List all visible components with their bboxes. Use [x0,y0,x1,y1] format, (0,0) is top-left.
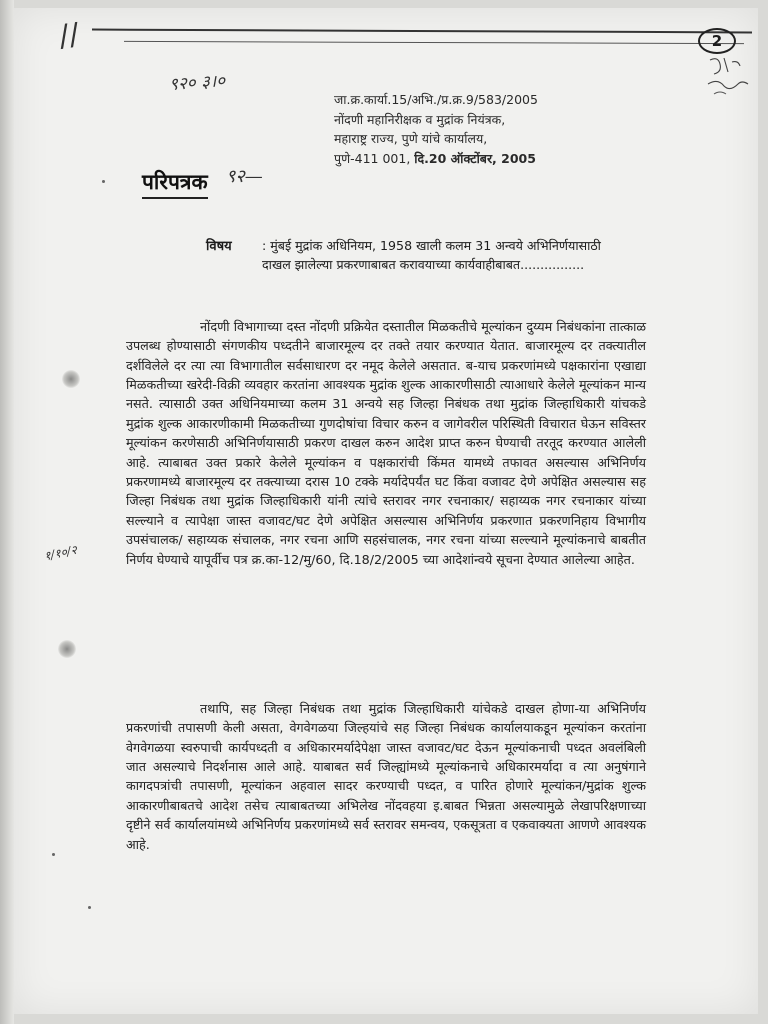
handwritten-heading-annotation: ९२— [226,166,263,187]
ref-city: पुणे-411 001, [334,150,411,166]
subject-text: : मुंबई मुद्रांक अधिनियम, 1958 खाली कलम 31 अन्वये अभिनिर्णयासाठी दाखल झालेल्या प्रकरणाबाबत करावयाच्या कार्यवाहीबाबत................ [262,238,601,272]
ref-line-office: नोंदणी महानिरीक्षक व मुद्रांक नियंत्रक, [334,111,506,127]
scan-speck [52,853,55,856]
ref-line-state: महाराष्ट्र राज्य, पुणे यांचे कार्यालय, [334,131,488,146]
top-rule-line-secondary [124,41,744,44]
document-title: परिपत्रक [142,168,208,199]
scan-speck [88,906,91,909]
ref-line-number: जा.क्र.कार्या.15/अभि./प्र.क्र.9/583/2005 [334,92,538,107]
ref-line-date [334,149,634,169]
scan-left-edge [0,0,14,1024]
scan-speck [102,180,105,183]
handwritten-file-number: ९२० ३।० [168,71,226,95]
body-paragraph-1: नोंदणी विभागाच्या दस्त नोंदणी प्रक्रियेत दस्तातील मिळकतीचे मूल्यांकन दुय्यम निबंधकांना तात्काळ उपलब्ध होण्यासाठी संगणकीय पध्दतीने बाजारमूल्य दर तक्ते तयार करण्यात येतात. बाजारमूल्य दर तक्त्यातील दर्शविलेले दर त्या त्या विभागातील सर्वसाधारण दर नमूद केलेले असतात. ब-याच प्रकरणांमध्ये पक्षकारांना एखाद्या मिळकतीच्या खरेदी-विक्री व्यवहार करतांना आवश्यक मुद्रांक शुल्क आकारणीसाठी त्याआधारे केलेले मूल्यांकन मान्य नसते. त्यासाठी उक्त अधिनियमाच्या कलम 31 अन्वये सह जिल्हा निबंधक तथा मुद्रांक जिल्हाधिकारी यांचकडे मुद्रांक शुल्क आकारणीकामी मिळकतीच्या गुणदोषांचा विचार करुन व जागेवरील परिस्थिती विचारात घेऊन सविस्तर मूल्यांकन करणेसाठी अभिनिर्णयासाठी प्रकरण दाखल करुन आदेश प्राप्त करुन घेण्याची तरतूद करण्यात आलेली आहे. त्याबाबत उक्त प्रकारे केलेले मूल्यांकन व पक्षकारांची किंमत यामध्ये तफावत असल्यास अभिनिर्णय प्रकरणामध्ये बाजारमूल्य दर तक्त्याच्या दरास 10 टक्के मर्यादेपर्यंत घट किंवा वजावट देणे अपेक्षित असल्यास सह जिल्हा निबंधक तथा मुद्रांक जिल्हाधिकारी यांनी त्यांचे स्तरावर नगर रचनाकार/ सहाय्यक नगर रचनाकार यांच्या सल्ल्याने व त्यापेक्षा जास्त वजावट/घट देणे अपेक्षित असल्यास अभिनिर्णय प्रकरणात प्रकरणनिहाय विभागीय उपसंचालक/ सहाय्यक संचालक, नगर रचना आणि सहसंचालक, नगर रचना यांच्या सल्ल्याने मूल्यांकनाचे बाबतीत निर्णय घेण्याचे यापूर्वीच पत्र क्र.का-12/मु/60, दि.18/2/2005 च्या आदेशांन्वये सूचना देण्यात आलेल्या आहेत. [126,318,646,567]
reference-address-block [334,90,634,168]
document-page [14,8,758,1014]
handwritten-initials-signature [704,54,754,102]
punch-hole-mark [62,370,80,388]
page-number-circle: 2 [698,28,736,54]
ref-date: दि.20 ऑक्टोंबर, 2005 [414,150,536,166]
punch-hole-mark [58,640,76,658]
handwritten-margin-note: १/१०/२ [43,542,79,564]
top-rule-line [92,29,752,34]
subject-label: विषय [206,239,232,254]
body-paragraph-2: तथापि, सह जिल्हा निबंधक तथा मुद्रांक जिल्हाधिकारी यांचेकडे दाखल होणा-या अभिनिर्णय प्रकरणांची तपासणी केली असता, वेगवेगळया जिल्हयांचे सह जिल्हा निबंधक कार्यालयाकडून मूल्यांकन करतांना वेगवेगळया स्वरुपाची कार्यपध्दती व अधिकारमर्यादेपेक्षा जास्त वजावट/घट देऊन मूल्यांकनाची पध्दत अवलंबिली जात असल्याचे निदर्शनास आले आहे. याबाबत सर्व जिल्ह्यांमध्ये मूल्यांकनाचे अधिकारमर्यादा व त्या अनुषंगाने कागदपत्रांची तपासणी, मूल्यांकन अहवाल सादर करण्याची पध्दत, व पारित होणारे मूल्यांकन/मुद्रांक शुल्क आकारणीबाबतचे आदेश तसेच त्याबाबतच्या अभिलेख नोंदवहया इ.बाबत भिन्नता असल्यामुळे लेखापरिक्षणाच्या दृष्टीने सर्व कार्यालयांमध्ये अभिनिर्णय प्रकरणांमध्ये सर्व स्तरावर समन्वय, एकसूत्रता व एकवाक्यता आणणे आवश्यक आहे. [126,700,646,852]
corner-fold-mark: // [56,16,82,55]
